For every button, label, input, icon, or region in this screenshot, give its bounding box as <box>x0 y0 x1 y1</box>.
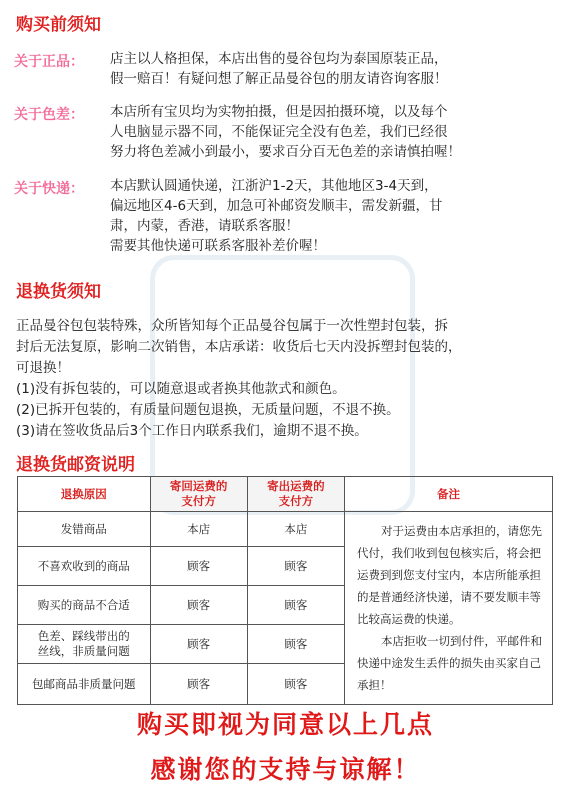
shipping-text: 本店默认圆通快递，江浙沪1-2天，其他地区3-4天到， 偏远地区4-6天到，加急可补邮资发顺丰，需发新疆，甘 肃，内蒙，香港，请联系客服！ 需要其他快递可联系客服补差价喔！ <box>110 178 443 254</box>
return-policy-text: 正品曼谷包包装特殊，众所皆知每个正品曼谷包属于一次性塑封包装，拆 封后无法复原，影响二次销售，本店承诺：收货后七天内没拆塑封包装的， 可退换！ (1)没有拆包装的，可以随意退或者换其他款式和颜色。 (2)已拆开包装的，有质量问题包退换，无质量问题，不退不换。 (3)请在签收货品后3个工作日内联系我们，逾期不退不换。 <box>16 318 462 439</box>
cell-reason: 包邮商品非质量问题 <box>18 663 151 704</box>
cell-send-fee: 顾客 <box>247 663 344 704</box>
pre-purchase-heading: 购买前须知 <box>16 15 101 35</box>
authentic-text: 店主以人格担保，本店出售的曼谷包均为泰国原装正品， 假一赔百！有疑问想了解正品曼谷包的朋友请咨询客服！ <box>110 51 448 87</box>
cell-send-fee: 顾客 <box>247 624 344 663</box>
postage-heading: 退换货邮资说明 <box>16 455 135 475</box>
table-header-row <box>18 477 553 512</box>
color-diff-text: 本店所有宝贝均为实物拍摄，但是因拍摄环境，以及每个 人电脑显示器不同，不能保证完全没有色差，我们已经很 努力将色差减小到最小，要求百分百无色差的亲请慎拍喔！ <box>110 104 461 160</box>
header-reason: 退换原因 <box>18 477 151 512</box>
table-row <box>18 512 553 547</box>
cell-reason: 发错商品 <box>18 512 151 547</box>
label-authentic: 关于正品： <box>14 54 84 70</box>
cell-reason: 不喜欢收到的商品 <box>18 546 151 585</box>
label-color-diff: 关于色差： <box>14 107 84 123</box>
cell-return-fee: 顾客 <box>150 585 247 624</box>
cell-return-fee: 顾客 <box>150 663 247 704</box>
header-send-fee: 寄出运费的支付方 <box>247 477 344 512</box>
cell-reason: 色差、踩线带出的丝线，非质量问题 <box>18 624 151 663</box>
footer-line-agree: 购买即视为同意以上几点 <box>136 710 434 739</box>
cell-return-fee: 顾客 <box>150 624 247 663</box>
cell-send-fee: 本店 <box>247 512 344 547</box>
cell-return-fee: 本店 <box>150 512 247 547</box>
postage-table <box>17 476 553 705</box>
header-note: 备注 <box>345 477 553 512</box>
cell-return-fee: 顾客 <box>150 546 247 585</box>
cell-send-fee: 顾客 <box>247 585 344 624</box>
cell-send-fee: 顾客 <box>247 546 344 585</box>
footer-line-thanks: 感谢您的支持与谅解！ <box>150 755 421 784</box>
cell-reason: 购买的商品不合适 <box>18 585 151 624</box>
header-return-fee: 寄回运费的支付方 <box>150 477 247 512</box>
label-shipping: 关于快递： <box>14 181 84 197</box>
note-cell: 对于运费由本店承担的，请您先 代付，我们收到包包核实后，将会把 运费到到您支付宝内，本店所能承担 的是普通经济快递，请不要发顺丰等 比较高运费的快递。 本店拒收一切到付件，平邮件和 快递中途发生丢件的损失由买家自己 承担！ <box>345 512 553 705</box>
return-policy-heading: 退换货须知 <box>16 282 101 302</box>
